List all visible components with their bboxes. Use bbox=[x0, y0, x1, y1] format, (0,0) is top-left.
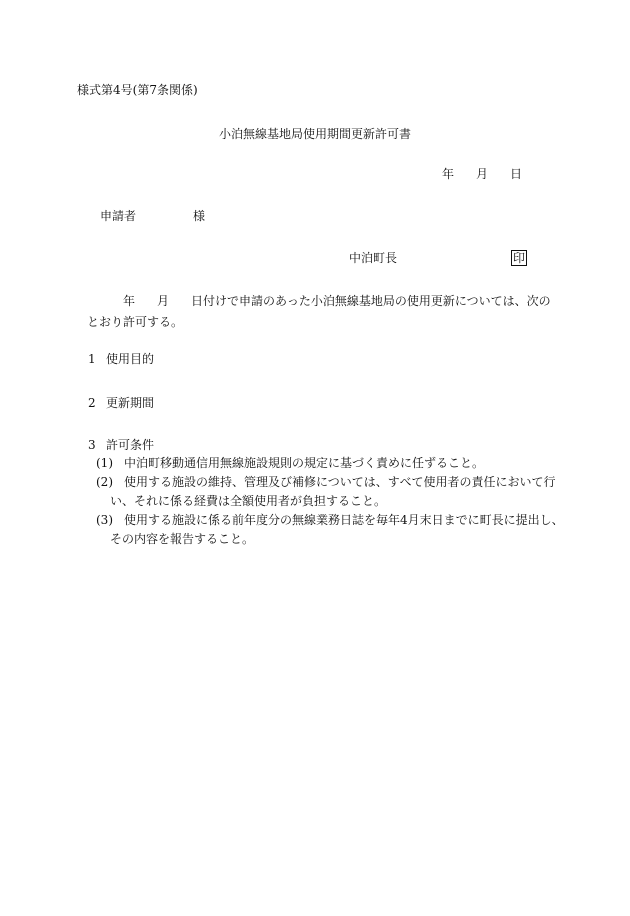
body-month: 月 bbox=[157, 294, 170, 308]
section-label: 更新期間 bbox=[106, 396, 155, 410]
section-number: 1 bbox=[88, 352, 96, 366]
applicant-line bbox=[100, 208, 205, 224]
section-label: 許可条件 bbox=[106, 438, 155, 452]
body-line-1 bbox=[87, 291, 557, 312]
condition-item bbox=[96, 454, 566, 473]
condition-text: 使用する施設の維持、管理及び補修については、すべて使用者の責任において行 bbox=[124, 475, 556, 489]
body-paragraph bbox=[87, 291, 557, 333]
condition-text: 使用する施設に係る前年度分の無線業務日誌を毎年4月末日までに町長に提出し、 bbox=[124, 513, 564, 527]
applicant-label: 申請者 bbox=[100, 209, 137, 223]
condition-text-continued: その内容を報告すること。 bbox=[110, 532, 255, 546]
section-number: 2 bbox=[88, 396, 96, 410]
body-year: 年 bbox=[123, 294, 136, 308]
condition-item bbox=[96, 473, 566, 511]
document-title: 小泊無線基地局使用期間更新許可書 bbox=[218, 127, 411, 141]
section-label: 使用目的 bbox=[106, 352, 155, 366]
condition-item bbox=[96, 511, 566, 549]
date-month: 月 bbox=[476, 167, 489, 181]
body-line-2: とおり許可する。 bbox=[87, 315, 184, 329]
section-number: 3 bbox=[88, 438, 96, 452]
section-renewal-period bbox=[88, 395, 154, 411]
condition-text-continued: い、それに係る経費は全額使用者が負担すること。 bbox=[110, 494, 387, 508]
condition-number: (2) bbox=[96, 475, 113, 489]
applicant-honorific: 様 bbox=[193, 209, 206, 223]
section-conditions bbox=[88, 437, 154, 453]
date-day: 日 bbox=[510, 167, 523, 181]
condition-text: 中泊町移動通信用無線施設規則の規定に基づく責めに任ずること。 bbox=[124, 456, 485, 470]
condition-number: (3) bbox=[96, 513, 113, 527]
issuer-name: 中泊町長 bbox=[349, 251, 398, 265]
date-year: 年 bbox=[442, 167, 455, 181]
condition-number: (1) bbox=[96, 456, 113, 470]
issuer-line bbox=[349, 250, 527, 266]
body-line-1-rest: 日付けで申請のあった小泊無線基地局の使用更新については、次の bbox=[191, 294, 551, 308]
seal-mark: 印 bbox=[513, 251, 526, 265]
form-number: 様式第4号(第7条関係) bbox=[77, 83, 198, 97]
section-purpose bbox=[88, 351, 154, 367]
date-line bbox=[442, 166, 522, 182]
